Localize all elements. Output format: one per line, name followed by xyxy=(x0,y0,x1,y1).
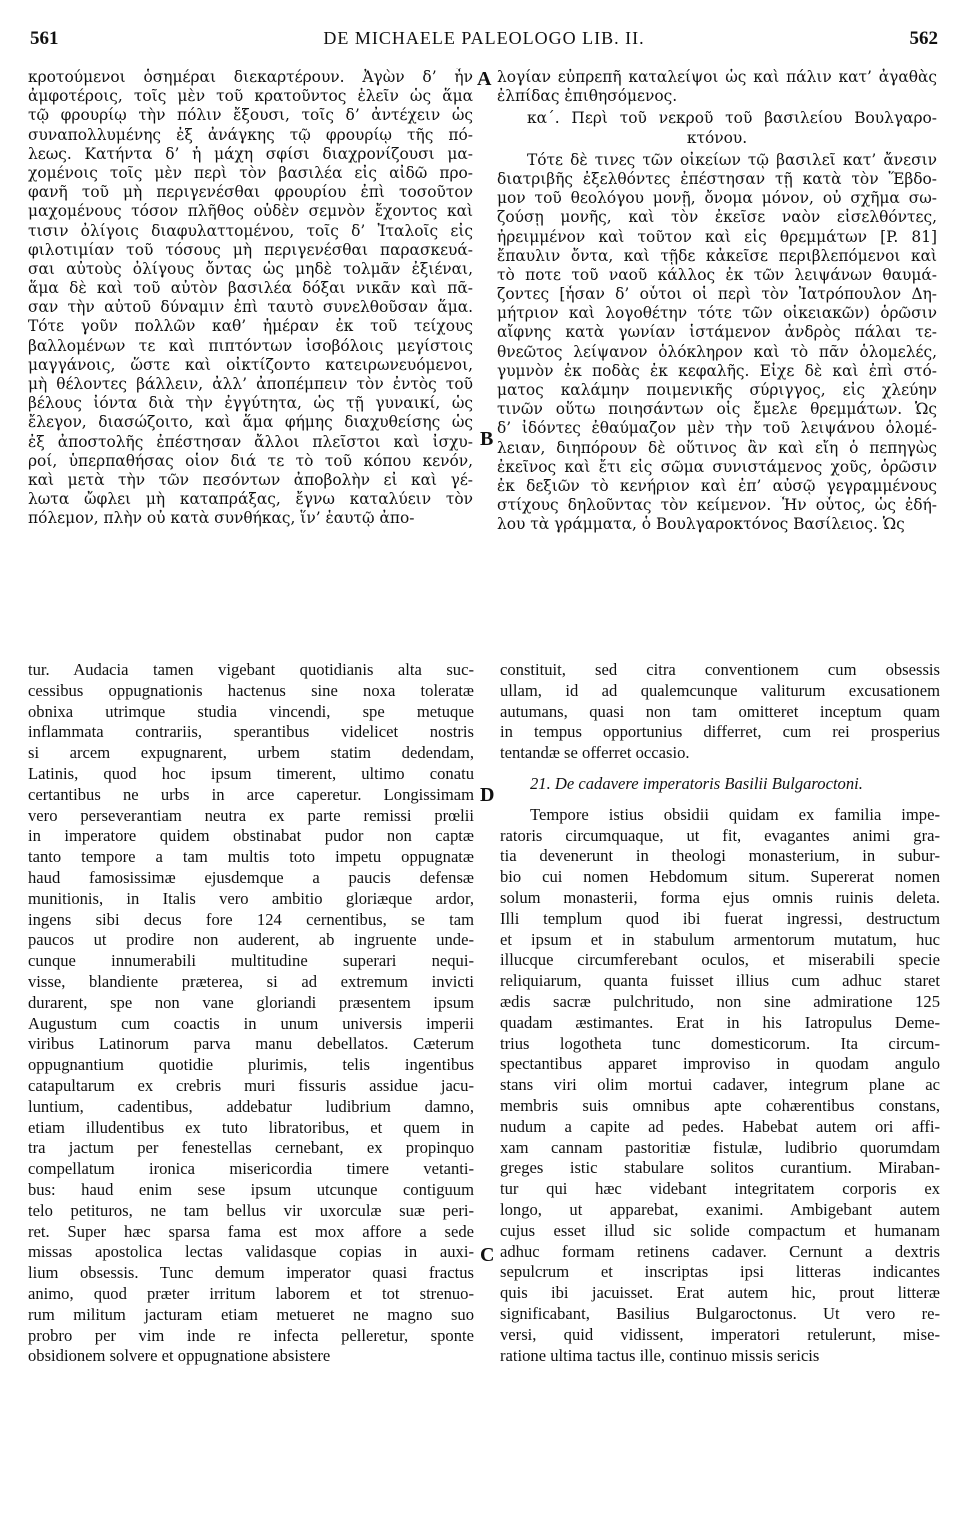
text-line: δ’ ἰδόντες ἐθαύμαζον μὲν τὴν τοῦ λειψάνου ὁλομέ- xyxy=(497,419,937,438)
text-line: μον τοῦ θεολόγου μονῇ, ὄνομα μόνον, οὐ σχῆμα σω- xyxy=(497,189,937,208)
text-line: Τότε γοῦν πολλῶν καθ’ ἡμέραν ἐκ τοῦ τείχους xyxy=(28,317,473,336)
text-line: καὶ μετὰ τὴν τῶν πεσόντων ἀποβολὴν εἰ καὶ γέ- xyxy=(28,470,473,489)
text-line: ζοντες [ἦσαν δ’ οὗτοι οἱ περὶ τὸν Ἰατρόπουλον Δη- xyxy=(497,285,937,304)
running-header xyxy=(28,6,940,49)
text-line: ἐλπίδας ἐπιθησόμενος. xyxy=(497,87,678,106)
text-line: βέλους ἰόντα διὰ τὴν ἐγγύτητα, ὡς τῇ γυναικί, ὡς xyxy=(28,394,473,413)
text-line: λωτα ὤφλει μὴ καταπράξας, ἔγνω καταλύειν τὸν xyxy=(28,490,473,509)
text-line: ἐκεῖνος καὶ ἔτι εἰς σῶμα συνιστάμενος χοῦς, ὁρῶσιν xyxy=(497,457,937,476)
text-line: reliquiarum, quanta fuisset illius cum adhuc staret xyxy=(500,971,940,991)
text-line: cujus esset illud sic solide compactum et humanam xyxy=(500,1220,940,1240)
text-line: tanto tempore a tam multis toto impetu oppugnatæ xyxy=(28,847,474,867)
text-line: ullam, id ad qualemcunque valiturum excusationem xyxy=(500,680,940,700)
text-line: tur. Audacia tamen vigebant quotidianis alta suc- xyxy=(28,660,474,679)
text-line: munitionis, in Italis vero ambitio gloriæque ardor, xyxy=(28,888,474,908)
text-line: ἔπαυλιν ὄντα, καὶ τῇδε κἀκεῖσε περιβλεπόμενοι καὶ xyxy=(497,246,937,265)
text-line: Augustum cum coactis in unum universis imperii xyxy=(28,1013,474,1033)
text-line: catapultarum ex crebris muri fissuris assidue jacu- xyxy=(28,1075,474,1095)
text-line: certantibus ne urbs in arce caperetur. Longissimam xyxy=(28,784,474,804)
text-line: tur qui hæc videbant integritatem corporis ex xyxy=(500,1179,940,1199)
text-line: tentandæ se offerret occasio. xyxy=(500,743,690,763)
text-line: διατριβῆς ἐξελθόντες ἐπέστησαν τῇ κατὰ τὸν Ἕβδο- xyxy=(497,169,937,188)
text-line: tia devenerunt in theologi monasterium, in subur- xyxy=(500,846,940,866)
text-line: adhuc formam retinens cadaver. Cernunt a dextris xyxy=(500,1241,940,1261)
text-line: Latinis, quod hoc ipsum timerent, ultimo conatu xyxy=(28,763,474,783)
text-line: κτόνου. xyxy=(686,128,748,147)
text-line: visse, blandiente præterea, si ad extremum invicti xyxy=(28,971,474,991)
text-line: τινῶν οὕτω ποιησάντων οἷς ἔμελε θρεμμάτων. Ὡς xyxy=(497,400,937,419)
text-line: luntium, cadentibus, addebatur ludibrium damno, xyxy=(28,1096,474,1116)
text-line: τῷ φρουρίῳ τὴν πόλιν ἔξουσι, τοῖς δ’ ἀντέχειν ὡς xyxy=(28,106,473,125)
text-line: γυμνὸν ἐκ ποδὰς ἐκ κεφαλῆς. Εἶχε δὲ καὶ ἐπὶ στό- xyxy=(497,361,937,380)
text-line: ἅμα δὲ καὶ τοῦ αὐτὸν βασιλέα δόξαι νικᾶν καὶ πᾶ- xyxy=(28,279,473,298)
text-line: χομένοις τοῖς μὲν περὶ τὸν βασιλέα εἰς αἰδῶ προ- xyxy=(28,163,473,182)
text-line: solum monasterii, forma ejus omnis ruinis deleta. xyxy=(500,887,940,907)
text-line: λογίαν εὐπρεπῆ καταλείψοι ὡς καὶ πάλιν κατ’ ἀγαθὰς xyxy=(497,68,937,86)
text-line: quadam æstimantes. Erat in his Iatropulus Deme- xyxy=(500,1012,940,1032)
text-line: λεως. Κατήντα δ’ ἡ μάχη σφίσι διαχρονίζουσι μα- xyxy=(28,144,473,163)
text-line: xam cannam pastoritiæ fistulæ, ludibrio quorumdam xyxy=(500,1137,940,1157)
text-line: λου τὰ γράμματα, ὁ Βουλγαροκτόνος Βασίλειος. Ὡς xyxy=(497,515,905,534)
text-line: cunque innumerabili multitudine superari nequi- xyxy=(28,951,474,971)
greek-column-left xyxy=(28,68,473,529)
text-line: versi, quid vidissent, imperatori retulerunt, mise- xyxy=(500,1324,940,1344)
text-line: haud famosissimæ ejusdemque a paucis defensæ xyxy=(28,867,474,887)
margin-letter-b: B xyxy=(480,428,494,450)
text-line: viribus Latinorum parva manu debellatos. Cæterum xyxy=(28,1034,474,1054)
text-line: κα΄. Περὶ τοῦ νεκροῦ τοῦ βασιλείου Βουλγαρο- xyxy=(527,109,937,128)
text-line: etiam illudentibus ex tuto libratoribus, et quem in xyxy=(28,1117,474,1137)
text-line: πόλεμον, πλὴν οὐ κατὰ συνθήκας, ἵν’ ἑαυτῷ ἀπο- xyxy=(28,509,415,528)
running-title: DE MICHAELE PALEOLOGO LIB. II. xyxy=(323,28,645,48)
text-line: autumans, quasi non tam omitteret inceptum quam xyxy=(500,701,940,721)
text-line: ἀμφοτέροις, τοῖς μὲν τοῦ κρατοῦντος ἑλεῖν ὡς ἅμα xyxy=(28,87,473,106)
latin-column-right xyxy=(500,660,940,1366)
text-line: ret. Super hæc sparsa fama est mox affore a sede xyxy=(28,1221,474,1241)
text-line: μαγγάνοις, ὥστε καὶ οἰκτίζοντο κατειρωνευόμενοι, xyxy=(28,355,473,374)
text-line: sepulcrum et inscriptas ipsi litteras indicantes xyxy=(500,1262,940,1282)
text-line: ματος καλάμην ποιμενικῆς σύριγγος, εἰς χλεύην xyxy=(497,381,937,399)
margin-letter-c: C xyxy=(480,1244,495,1266)
text-line: missas apostolica lectas validasque copias in auxi- xyxy=(28,1242,474,1262)
text-line: τισιν ὀλίγοις διαφυλαττομένου, τοῖς δ’ Ἰταλοῖς εἰς xyxy=(28,221,473,240)
text-line: bio cui nomen Hebdomum situm. Supererat nomen xyxy=(500,867,940,887)
text-line: κροτούμενοι ὁσημέραι διεκαρτέρουν. Ἀγὼν δ’ ἦν xyxy=(28,68,473,86)
text-line: ratione ultima tactus ille, continuo missis sericis xyxy=(500,1345,820,1365)
text-line: in imperatore quidem obstinabat pudor non captæ xyxy=(28,826,474,846)
text-line: στίχους δηλοῦντας τὸν κείμενον. Ἦν οὗτος, ὡς ἐδή- xyxy=(497,496,937,515)
text-line: bus: haud enim sese ipsum utcunque contiguum xyxy=(28,1179,474,1199)
text-line: membris suis omnibus apte cohærentibus constans, xyxy=(500,1095,940,1115)
text-line: illucque circumferebant oculos, et miserabili specie xyxy=(500,950,940,970)
page-number-left: 561 xyxy=(30,28,59,49)
text-line: cessibus oppugnationis hactenus sine noxa toleratæ xyxy=(28,680,474,700)
text-line: βαλλομένων τε καὶ πιπτόντων ἰσοβόλοις μεγίστοις xyxy=(28,336,473,355)
text-line: φανῆ τοῦ μὴ περιγενέσθαι φρουρίου ἐπὶ τοσοῦτον xyxy=(28,183,473,202)
text-line: ἐκ δεξιῶν τὸ κενήριον καὶ ἐπ’ αὐσῷ γεγραμμένους xyxy=(497,476,937,495)
text-line: Tempore istius obsidii quidam ex familia impe- xyxy=(530,804,940,824)
text-line: animo, quod præter irritum laborem et tot strenuo- xyxy=(28,1283,474,1303)
text-line: αἴφνης κατὰ γωνίαν ἱστάμενον ἀνδρὸς πάλαι τε- xyxy=(497,323,937,342)
text-line: ἔλεγον, διασώζοιτο, καὶ ἅμα φήμης διαχυθείσης ὡς xyxy=(28,413,473,432)
text-line: spectantibus apparet improviso in quodam angulo xyxy=(500,1054,940,1074)
text-line: μὴ θέλοντες βάλλειν, ἀλλ’ ἀποπέμπειν τὸν ἐντὸς τοῦ xyxy=(28,375,473,393)
text-line: θνεῶτος λείψανον ὁλόκληρον καὶ τὸ πᾶν ὁλομελές, xyxy=(497,342,937,361)
text-line: probro per vim inde re infecta pelleretur, sponte xyxy=(28,1325,474,1345)
text-line: ροί, ὑπερπαθήσας οἷον διά τε τὸ τοῦ κόπου κενόν, xyxy=(28,451,473,470)
text-line: μήτριον καὶ λογοθέτην τότε τῶν οἰκειακῶν) ὁρῶσιν xyxy=(497,304,937,323)
text-line: ἐξ ἀποστολῆς ἐπέστησαν ἄλλοι πλεῖστοι καὶ ἰσχυ- xyxy=(28,432,473,451)
text-line: telo petituros, ne tam bellus vir uxorculæ suæ peri- xyxy=(28,1200,474,1220)
text-line: constituit, sed citra conventionem cum obsessis xyxy=(500,660,940,679)
text-line: tra jactum per fenestellas cernebant, ex propinquo xyxy=(28,1138,474,1158)
text-line: et ipsum et in stabulum armentorum mutatum, huc xyxy=(500,929,940,949)
text-line: in tempus opportunius differret, cum rei prosperius xyxy=(500,722,940,742)
text-line: si arcem expugnarent, urbem statim dedendam, xyxy=(28,743,474,763)
text-line: trius logotheta tunc domesticorum. Ita circum- xyxy=(500,1033,940,1053)
text-line: greges istic stabulare solitos curantium. Miraban- xyxy=(500,1158,940,1178)
text-line: μαχομένους τόσον πλῆθος οὐδὲν σεμνὸν ἔχοντος καὶ xyxy=(28,202,473,221)
text-line: inflammata contrariis, sperantibus videlicet nostris xyxy=(28,722,474,742)
text-line: σαν τὴν αὐτοῦ δύναμιν ἐπὶ ταυτὸ συνελθοῦσαν ἅμα. xyxy=(28,298,473,317)
text-line: compellatum ironica misericordia timere vetanti- xyxy=(28,1159,474,1179)
margin-letter-d: D xyxy=(480,784,495,806)
text-line: ratoris circumquaque, ut fit, evagantes animi gra- xyxy=(500,825,940,845)
text-line: Τότε δὲ τινες τῶν οἰκείων τῷ βασιλεῖ κατ’ ἄνεσιν xyxy=(527,150,937,169)
text-line: durarent, spe non vane gloriandi præsentem ipsum xyxy=(28,992,474,1012)
greek-column-right xyxy=(497,68,937,535)
text-line: τὸ ποτε τοῦ ναοῦ κάλλος ἐκ τῶν λειψάνων θαυμά- xyxy=(497,265,937,284)
text-line: lium obsessis. Tunc demum imperator quasi fractus xyxy=(28,1263,474,1283)
text-line: vero perseverantiam neutra ex parte remissi prœlii xyxy=(28,805,474,825)
text-line: rum militum jacturam etiam metueret ne magno suo xyxy=(28,1304,474,1324)
text-line: ingens sibi decus fore 124 cernentibus, se tam xyxy=(28,909,474,929)
page-number-right: 562 xyxy=(909,28,938,49)
text-line: significabant, Basilius Bulgaroctonus. Ut vero re- xyxy=(500,1303,940,1323)
text-line: Illi templum quod ibi fuerat ingressi, destructum xyxy=(500,908,940,928)
text-line: ἠρειμμένον καὶ τοῦτον καὶ εἰς θρεμμάτων [P. 81] xyxy=(497,227,937,246)
margin-letter-a: A xyxy=(477,68,492,90)
text-line: ædis sacræ pulchritudo, non sine admiratione 125 xyxy=(500,991,940,1011)
text-line: quis ibi jacuisset. Erat autem hic, prout litteræ xyxy=(500,1283,940,1303)
text-line: φιλοτιμίαν τοῦ τόσους μὴ περιγενέσθαι παρασκευά- xyxy=(28,240,473,259)
text-line: 21. De cadavere imperatoris Basilii Bulgaroctoni. xyxy=(530,773,863,793)
text-line: nudum a capite ad pedes. Habebat autem ori affi- xyxy=(500,1116,940,1136)
text-line: συναπολλυμένης ἐξ ἀνάγκης τῷ φρουρίῳ τῆς πό- xyxy=(28,125,473,144)
text-line: obsidionem solvere et oppugnatione absistere xyxy=(28,1346,331,1366)
text-line: obnixa utrimque studia vincendi, spe metuque xyxy=(28,701,474,721)
text-line: stans viri olim mortui cadaver, integrum plane ac xyxy=(500,1075,940,1095)
text-line: oppugnantium quotidie plurimis, telis ingentibus xyxy=(28,1055,474,1075)
latin-column-left xyxy=(28,660,474,1367)
text-line: ζούσῃ μονῆς, καὶ τὸν ἐκεῖσε ναὸν εἰσελθόντες, xyxy=(497,208,937,227)
text-line: λειαν, διηπόρουν δὲ οὕτινος ἂν καὶ εἴη ὁ πεπηγὼς xyxy=(497,438,937,457)
text-line: σαι αὐτοὺς ὀλίγους ὄντας ὡς μηδὲ τολμᾶν ἐξιέναι, xyxy=(28,259,473,278)
text-line: paucos ut prodire non auderent, ab ingruente unde- xyxy=(28,930,474,950)
text-line: longo, ut apparebat, exanimi. Ambigebant autem xyxy=(500,1199,940,1219)
